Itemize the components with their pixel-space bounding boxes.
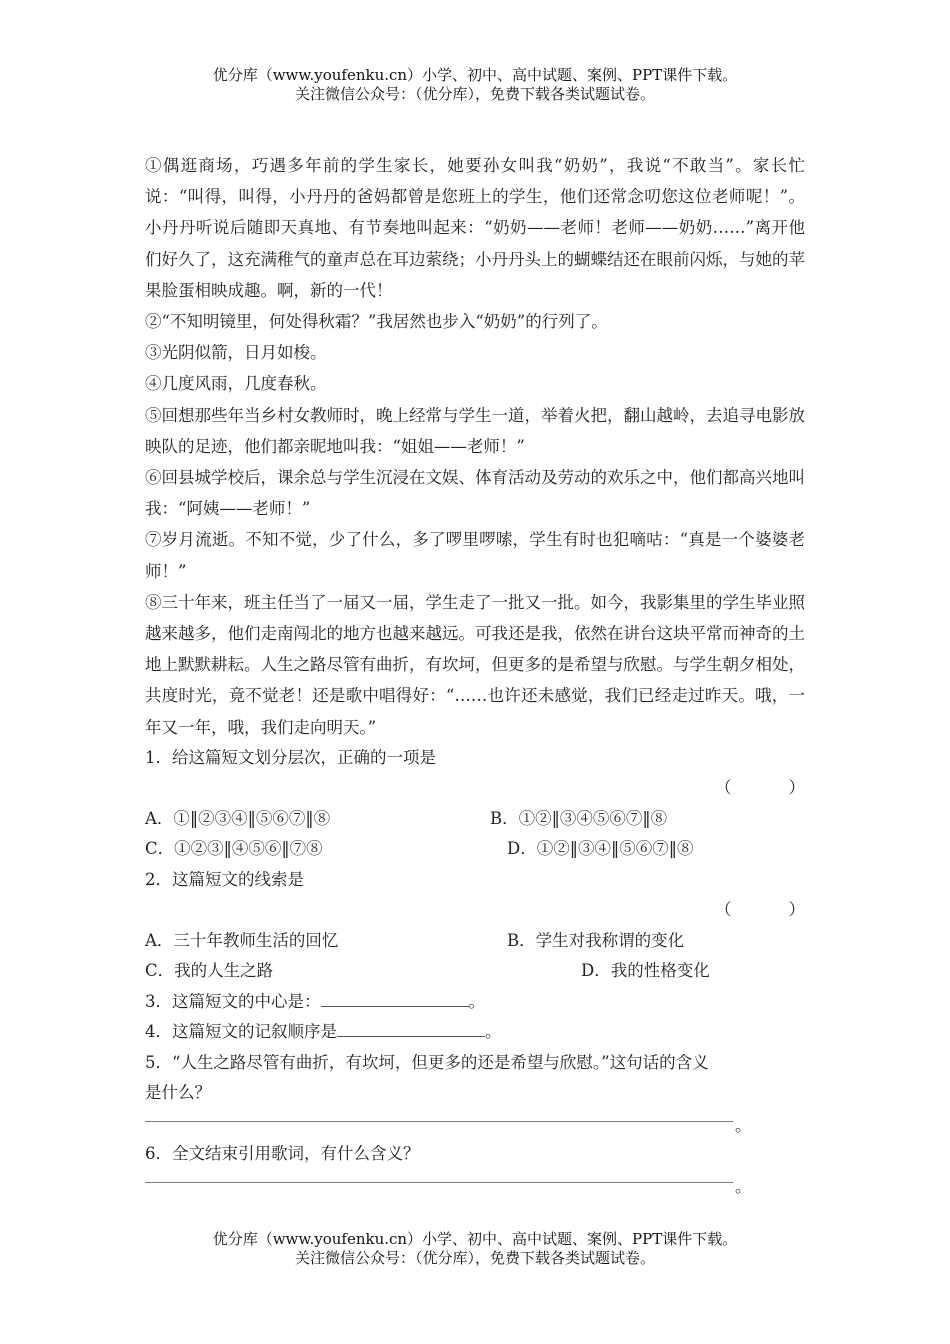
passage-paragraph-4: ④几度风雨，几度春秋。: [145, 374, 327, 394]
passage-paragraph-3: ③光阴似箭，日月如梭。: [145, 343, 327, 363]
question-2-stem: 2．这篇短文的线索是: [145, 869, 304, 889]
question-2-answer-bracket: [145, 895, 805, 926]
question-5-stem-line-2: 是什么？: [145, 1083, 211, 1103]
question-2-options-row-1: [145, 926, 805, 957]
question-4-stem: 4．这篇短文的记叙顺序是: [145, 1022, 337, 1042]
passage-paragraph-6: ⑥回县城学校后，课余总与学生沉浸在文娱、体育活动及劳动的欢乐之中，他们都高兴地叫我：“阿姨——老师！”: [145, 468, 805, 519]
question-3-end: 。: [468, 991, 485, 1011]
passage-paragraph-2: ②“不知明镜里，何处得秋霜？”我居然也步入“奶奶”的行列了。: [145, 312, 608, 332]
option-b: B．学生对我称谓的变化: [507, 930, 685, 950]
question-1-options-row-1: [145, 804, 805, 835]
question-1-stem: 1．给这篇短文划分层次，正确的一项是: [145, 747, 436, 767]
option-d: D．①②‖③④‖⑤⑥⑦‖⑧: [507, 839, 694, 859]
bracket-open: （: [715, 900, 732, 920]
passage-paragraph-7: ⑦岁月流逝。不知不觉，少了什么，多了啰里啰嗦，学生有时也犯嘀咕：“真是一个婆婆老师！”: [145, 530, 805, 581]
option-c: C．①②③‖④⑤⑥‖⑦⑧: [145, 839, 323, 859]
question-3: [145, 987, 805, 1018]
page-footer: [0, 1230, 950, 1268]
question-4-end: 。: [485, 1022, 502, 1042]
option-a: A．三十年教师生活的回忆: [145, 930, 339, 950]
option-c: C．我的人生之路: [145, 961, 274, 981]
question-4-blank[interactable]: [337, 1018, 485, 1037]
answer-underline[interactable]: [145, 1182, 733, 1183]
option-b: B．①②‖③④⑤⑥⑦‖⑧: [490, 808, 668, 828]
option-d: D．我的性格变化: [581, 961, 710, 981]
page-header: [0, 66, 950, 104]
question-6-stem: 6．全文结束引用歌词，有什么含义？: [145, 1144, 420, 1164]
question-4: [145, 1017, 805, 1048]
question-1-answer-bracket: [145, 773, 805, 804]
question-1-options-row-2: [145, 834, 805, 865]
passage-paragraph-5: ⑤回想那些年当乡村女教师时，晚上经常与学生一道，举着火把，翻山越岭，去追寻电影放映队的足迹，他们都亲昵地叫我：“姐姐——老师！”: [145, 405, 805, 456]
question-3-stem: 3．这篇短文的中心是：: [145, 991, 321, 1011]
header-line-1: 优分库（www.youfenku.cn）小学、初中、高中试题、案例、PPT课件下载。: [212, 66, 738, 84]
header-line-2: 关注微信公众号：（优分库），免费下载各类试题试卷。: [294, 85, 655, 103]
option-a: A．①‖②③④‖⑤⑥⑦‖⑧: [145, 808, 331, 828]
bracket-open: （: [715, 778, 732, 798]
exercise-body: [145, 150, 805, 1200]
question-5-end: 。: [735, 1115, 752, 1135]
question-5-answer-line[interactable]: [145, 1109, 805, 1140]
bracket-close: ）: [788, 778, 805, 798]
question-3-blank[interactable]: [321, 988, 469, 1007]
passage-paragraph-8: ⑧三十年来，班主任当了一届又一届，学生走了一批又一批。如今，我影集里的学生毕业照越来越多，他们走南闯北的地方也越来越远。可我还是我，依然在讲台这块平常而神奇的土地上默默耕耘。人生之路尽管有曲折，有坎坷，但更多的是希望与欣慰。与学生朝夕相处，共度时光，竟不觉老！还是歌中唱得好：“……也许还未感觉，我们已经走过昨天。哦，一年又一年，哦，我们走向明天。”: [145, 592, 805, 737]
answer-underline[interactable]: [145, 1121, 733, 1122]
question-5-stem-line-1: 5．“人生之路尽管有曲折，有坎坷，但更多的还是希望与欣慰。”这句话的含义: [145, 1052, 709, 1072]
passage-paragraph-1: ①偶逛商场，巧遇多年前的学生家长，她要孙女叫我“奶奶”，我说“不敢当”。家长忙说：“叫得，叫得，小丹丹的爸妈都曾是您班上的学生，他们还常念叨您这位老师呢！”。小丹丹听说后随即天真地、有节奏地叫起来：“奶奶——老师！老师——奶奶……”离开他们好久了，这充满稚气的童声总在耳边萦绕；小丹丹头上的蝴蝶结还在眼前闪烁，与她的苹果脸蛋相映成趣。啊，新的一代！: [145, 156, 805, 300]
question-6-end: 。: [735, 1176, 752, 1196]
footer-line-2: 关注微信公众号：（优分库），免费下载各类试题试卷。: [294, 1249, 655, 1267]
bracket-close: ）: [788, 900, 805, 920]
question-2-options-row-2: [145, 956, 805, 987]
footer-line-1: 优分库（www.youfenku.cn）小学、初中、高中试题、案例、PPT课件下载。: [212, 1230, 738, 1248]
question-6-answer-line[interactable]: [145, 1170, 805, 1201]
